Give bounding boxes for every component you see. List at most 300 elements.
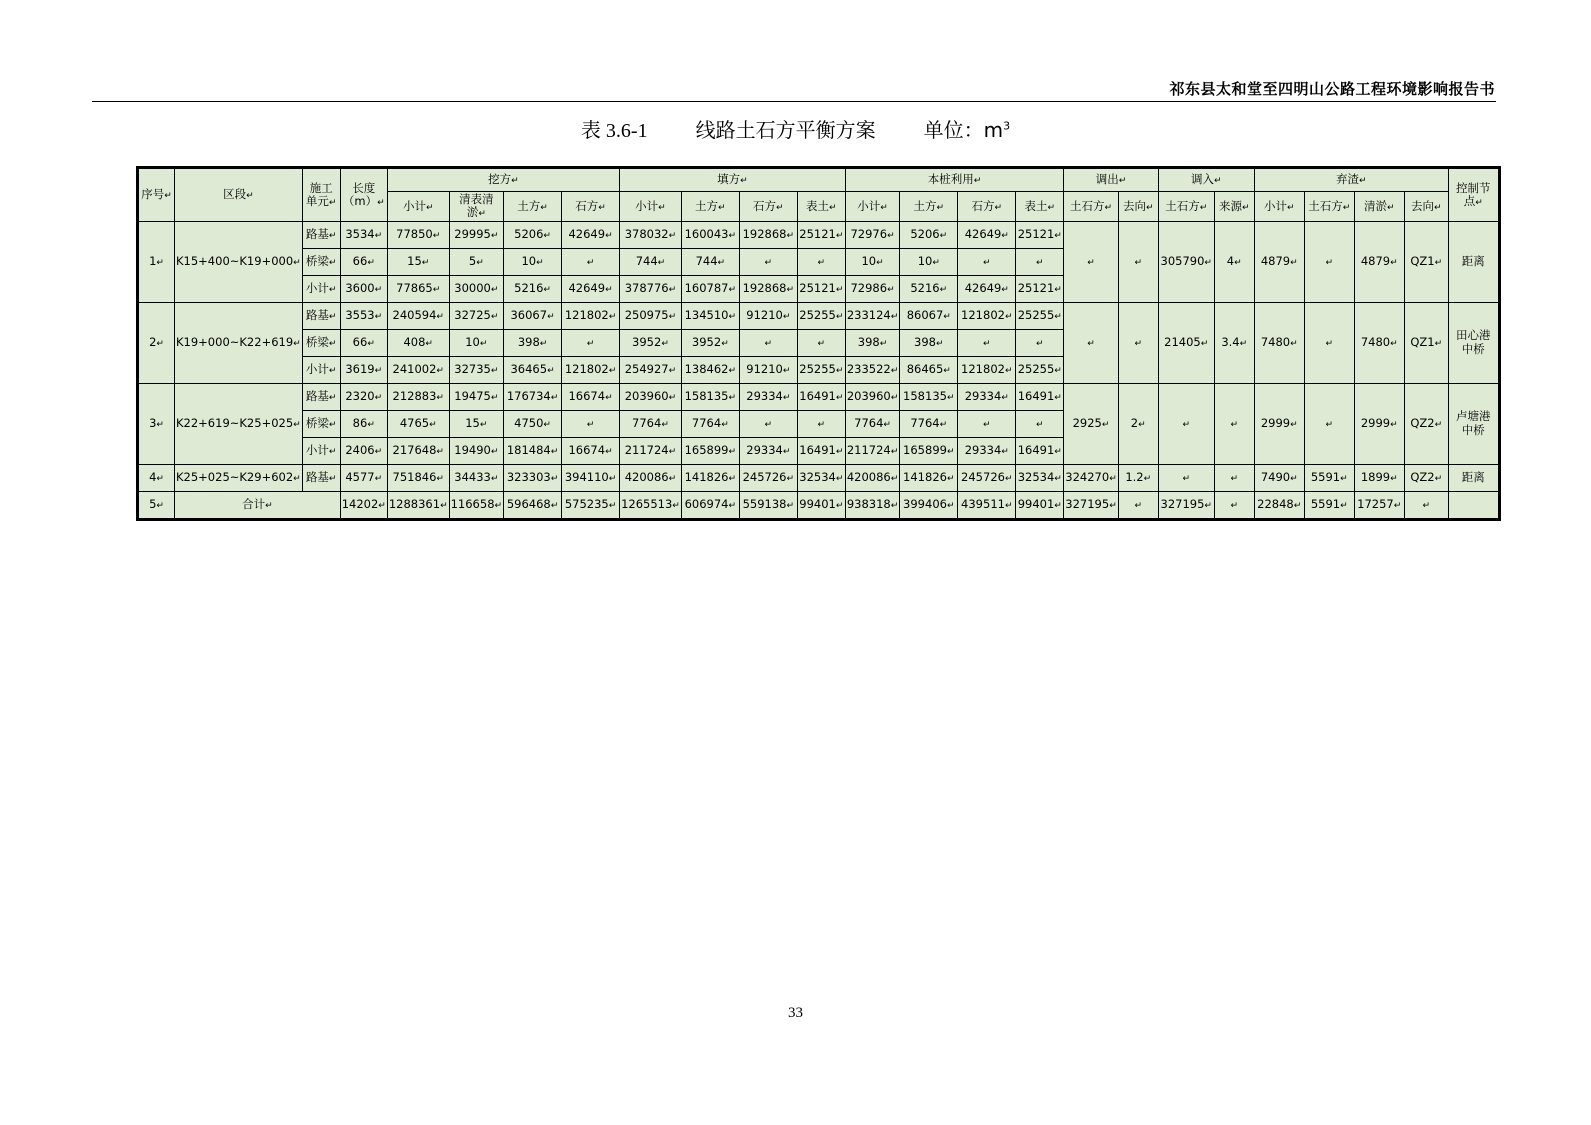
cell-cut-sub: 217648↵ xyxy=(387,437,449,464)
cell-end-marker: ↵ xyxy=(1293,500,1302,511)
cell-in-tsf: 305790↵ xyxy=(1158,221,1214,302)
table-unit: 单位：m xyxy=(923,118,1004,142)
cell-waste-tsf: 5591↵ xyxy=(1304,491,1354,518)
cell-fill-sub: 420086↵ xyxy=(620,464,682,491)
cell-end-marker: ↵ xyxy=(939,284,948,295)
cell-control: 距离 xyxy=(1448,464,1498,491)
cell-end-marker: ↵ xyxy=(246,191,254,202)
cell-end-marker: ↵ xyxy=(550,473,559,484)
cell-fill-sub: 378032↵ xyxy=(620,221,682,248)
cell-onsite-sub: 233522↵ xyxy=(845,356,899,383)
cell-end-marker: ↵ xyxy=(939,419,948,430)
th-waste-dir: 去向↵ xyxy=(1404,192,1448,222)
cell-end-marker: ↵ xyxy=(1234,257,1242,268)
table-row xyxy=(139,464,1499,491)
cell-fill-rock: 192868↵ xyxy=(739,275,797,302)
cell-end-marker: ↵ xyxy=(1390,338,1398,349)
cell-cut-soil: 5216↵ xyxy=(504,275,562,302)
cell-end-marker: ↵ xyxy=(1433,202,1442,213)
cell-cut-sub: 77850↵ xyxy=(387,221,449,248)
cell-onsite-topsoil: 25255↵ xyxy=(1016,302,1064,329)
cell-end-marker: ↵ xyxy=(946,446,955,457)
cell-unit: 桥梁↵ xyxy=(302,329,340,356)
cell-end-marker: ↵ xyxy=(1054,365,1062,376)
cell-end-marker: ↵ xyxy=(1390,419,1398,430)
cell-fill-topsoil: 32534↵ xyxy=(797,464,845,491)
cell-end-marker: ↵ xyxy=(436,473,444,484)
cell-cut-soil: 36465↵ xyxy=(504,356,562,383)
cell-end-marker: ↵ xyxy=(293,473,301,484)
cell-end-marker: ↵ xyxy=(608,365,617,376)
cell-end-marker: ↵ xyxy=(328,284,337,295)
cell-end-marker: ↵ xyxy=(1290,419,1298,430)
cell-onsite-rock xyxy=(958,410,1016,437)
cell-fill-soil: 160787↵ xyxy=(681,275,739,302)
cell-end-marker: ↵ xyxy=(973,176,982,187)
cell-end-marker: ↵ xyxy=(328,419,337,430)
cell-end-marker: ↵ xyxy=(1109,500,1117,511)
cell-onsite-sub: 72986↵ xyxy=(845,275,899,302)
cell-length: 86↵ xyxy=(340,410,387,437)
cell-out-tsf xyxy=(1064,302,1118,383)
cell-end-marker: ↵ xyxy=(835,311,844,322)
cell-in-tsf: 327195↵ xyxy=(1158,491,1214,518)
cell-end-marker: ↵ xyxy=(939,230,948,241)
cell-fill-topsoil xyxy=(797,410,845,437)
th-section: 区段↵ xyxy=(175,169,303,222)
cell-end-marker: ↵ xyxy=(890,500,899,511)
cell-length: 4577↵ xyxy=(340,464,387,491)
cell-end-marker: ↵ xyxy=(1475,197,1483,208)
cell-end-marker: ↵ xyxy=(156,257,164,268)
cell-end-marker: ↵ xyxy=(668,230,677,241)
cell-seq: 5↵ xyxy=(139,491,175,518)
cell-end-marker: ↵ xyxy=(1001,230,1009,241)
cell-waste-sub: 22848↵ xyxy=(1254,491,1304,518)
cell-end-marker: ↵ xyxy=(367,338,375,349)
cell-onsite-sub: 10↵ xyxy=(845,248,899,275)
cell-end-marker: ↵ xyxy=(1145,202,1154,213)
cell-in-tsf xyxy=(1158,383,1214,464)
cell-end-marker: ↵ xyxy=(728,392,737,403)
cell-end-marker: ↵ xyxy=(605,392,613,403)
cell-end-marker: ↵ xyxy=(890,392,899,403)
cell-length: 14202↵ xyxy=(340,491,387,518)
cell-section: K19+000~K22+619↵ xyxy=(175,302,303,383)
cell-waste-silt: 1899↵ xyxy=(1354,464,1404,491)
cell-end-marker: ↵ xyxy=(1138,419,1146,430)
cell-fill-soil: 160043↵ xyxy=(681,221,739,248)
cell-onsite-sub: 420086↵ xyxy=(845,464,899,491)
cell-end-marker: ↵ xyxy=(536,257,544,268)
cell-end-marker: ↵ xyxy=(1036,419,1044,430)
cell-waste-silt: 4879↵ xyxy=(1354,221,1404,302)
cell-end-marker: ↵ xyxy=(1054,473,1062,484)
cell-end-marker: ↵ xyxy=(608,473,617,484)
cell-end-marker: ↵ xyxy=(1390,473,1398,484)
cell-cut-soil: 181484↵ xyxy=(504,437,562,464)
table-row-total xyxy=(139,491,1499,518)
cell-end-marker: ↵ xyxy=(943,311,951,322)
cell-end-marker: ↵ xyxy=(1182,473,1190,484)
cell-end-marker: ↵ xyxy=(164,191,172,202)
cell-end-marker: ↵ xyxy=(1434,257,1443,268)
cell-end-marker: ↵ xyxy=(657,257,666,268)
cell-cut-rock: 121802↵ xyxy=(562,302,620,329)
cell-end-marker: ↵ xyxy=(1036,257,1044,268)
cell-end-marker: ↵ xyxy=(377,197,385,208)
cell-end-marker: ↵ xyxy=(1143,473,1152,484)
cell-end-marker: ↵ xyxy=(490,311,499,322)
cell-end-marker: ↵ xyxy=(661,338,669,349)
cell-cut-sub: 241002↵ xyxy=(387,356,449,383)
cell-fill-sub: 203960↵ xyxy=(620,383,682,410)
cell-onsite-rock: 439511↵ xyxy=(958,491,1016,518)
cell-end-marker: ↵ xyxy=(328,392,337,403)
cell-out-dir: 2↵ xyxy=(1118,383,1158,464)
th-out-dir: 去向↵ xyxy=(1118,192,1158,222)
cell-end-marker: ↵ xyxy=(1290,473,1298,484)
cell-unit: 路基↵ xyxy=(302,221,340,248)
cell-end-marker: ↵ xyxy=(817,257,826,268)
cell-cut-soil: 10↵ xyxy=(504,248,562,275)
cell-fill-sub: 744↵ xyxy=(620,248,682,275)
cell-cut-clear: 34433↵ xyxy=(449,464,503,491)
cell-onsite-topsoil: 99401↵ xyxy=(1016,491,1064,518)
cell-out-tsf: 324270↵ xyxy=(1064,464,1118,491)
cell-onsite-rock: 121802↵ xyxy=(958,302,1016,329)
cell-end-marker: ↵ xyxy=(1390,257,1398,268)
cell-onsite-rock: 121802↵ xyxy=(958,356,1016,383)
cell-onsite-topsoil: 16491↵ xyxy=(1016,437,1064,464)
cell-end-marker: ↵ xyxy=(876,257,884,268)
table-title xyxy=(0,114,1591,143)
cell-end-marker: ↵ xyxy=(728,500,737,511)
cell-in-src: 3.4↵ xyxy=(1214,302,1254,383)
cell-end-marker: ↵ xyxy=(943,365,951,376)
cell-unit: 桥梁↵ xyxy=(302,410,340,437)
cell-cut-sub: 751846↵ xyxy=(387,464,449,491)
cell-end-marker: ↵ xyxy=(1118,176,1127,187)
cell-control: 田心港 中桥 xyxy=(1448,302,1498,383)
cell-end-marker: ↵ xyxy=(668,365,677,376)
cell-out-dir xyxy=(1118,491,1158,518)
cell-end-marker: ↵ xyxy=(1200,338,1209,349)
cell-length: 3534↵ xyxy=(340,221,387,248)
cell-end-marker: ↵ xyxy=(786,284,795,295)
cell-end-marker: ↵ xyxy=(728,230,737,241)
cell-end-marker: ↵ xyxy=(586,419,595,430)
cell-end-marker: ↵ xyxy=(829,202,837,213)
cell-end-marker: ↵ xyxy=(835,500,844,511)
cell-end-marker: ↵ xyxy=(728,311,737,322)
cell-end-marker: ↵ xyxy=(1434,419,1443,430)
cell-fill-sub: 378776↵ xyxy=(620,275,682,302)
cell-cut-clear: 29995↵ xyxy=(449,221,503,248)
cell-end-marker: ↵ xyxy=(817,419,826,430)
th-cut-soil: 土方↵ xyxy=(504,192,562,222)
cell-end-marker: ↵ xyxy=(374,230,383,241)
cell-end-marker: ↵ xyxy=(1340,473,1348,484)
th-in: 调入↵ xyxy=(1158,169,1254,192)
cell-onsite-topsoil: 32534↵ xyxy=(1016,464,1064,491)
cell-end-marker: ↵ xyxy=(156,419,164,430)
cell-end-marker: ↵ xyxy=(1004,500,1013,511)
cell-cut-rock: 394110↵ xyxy=(562,464,620,491)
th-cut-sub: 小计↵ xyxy=(387,192,449,222)
cell-cut-rock: 42649↵ xyxy=(562,221,620,248)
cell-unit: 小计↵ xyxy=(302,275,340,302)
cell-end-marker: ↵ xyxy=(539,338,548,349)
cell-fill-sub: 250975↵ xyxy=(620,302,682,329)
cell-end-marker: ↵ xyxy=(605,230,613,241)
cell-cut-rock: 575235↵ xyxy=(562,491,620,518)
cell-end-marker: ↵ xyxy=(156,338,164,349)
cell-end-marker: ↵ xyxy=(717,257,726,268)
cell-length: 2406↵ xyxy=(340,437,387,464)
cell-cut-sub: 240594↵ xyxy=(387,302,449,329)
header-divider xyxy=(92,101,1496,102)
cell-end-marker: ↵ xyxy=(786,500,795,511)
cell-fill-topsoil: 99401↵ xyxy=(797,491,845,518)
cell-onsite-soil: 398↵ xyxy=(900,329,958,356)
cell-end-marker: ↵ xyxy=(374,284,383,295)
cell-end-marker: ↵ xyxy=(835,365,844,376)
cell-out-tsf xyxy=(1064,221,1118,302)
cell-end-marker: ↵ xyxy=(293,338,301,349)
th-fill-topsoil: 表土↵ xyxy=(797,192,845,222)
cell-fill-topsoil: 25121↵ xyxy=(797,275,845,302)
cell-end-marker: ↵ xyxy=(328,311,337,322)
cell-end-marker: ↵ xyxy=(436,446,444,457)
cell-fill-topsoil xyxy=(797,329,845,356)
cell-end-marker: ↵ xyxy=(668,311,677,322)
cell-end-marker: ↵ xyxy=(887,230,895,241)
cell-onsite-sub: 398↵ xyxy=(845,329,899,356)
cell-end-marker: ↵ xyxy=(374,473,383,484)
cell-end-marker: ↵ xyxy=(1230,419,1238,430)
cell-end-marker: ↵ xyxy=(328,365,337,376)
cell-end-marker: ↵ xyxy=(1054,392,1062,403)
cell-end-marker: ↵ xyxy=(328,446,337,457)
cell-end-marker: ↵ xyxy=(782,365,791,376)
cell-end-marker: ↵ xyxy=(550,500,559,511)
cell-end-marker: ↵ xyxy=(936,202,945,213)
cell-end-marker: ↵ xyxy=(490,473,499,484)
th-fill-sub: 小计↵ xyxy=(620,192,682,222)
cell-end-marker: ↵ xyxy=(935,338,944,349)
cell-fill-topsoil: 25121↵ xyxy=(797,221,845,248)
cell-end-marker: ↵ xyxy=(436,365,444,376)
cell-onsite-soil: 5216↵ xyxy=(900,275,958,302)
table-row xyxy=(139,383,1499,410)
cell-end-marker: ↵ xyxy=(1241,202,1250,213)
cell-end-marker: ↵ xyxy=(1134,500,1142,511)
cell-cut-clear: 32735↵ xyxy=(449,356,503,383)
cell-length: 3553↵ xyxy=(340,302,387,329)
cell-cut-clear: 19490↵ xyxy=(449,437,503,464)
cell-cut-rock: 16674↵ xyxy=(562,383,620,410)
cell-end-marker: ↵ xyxy=(374,446,383,457)
cell-end-marker: ↵ xyxy=(668,392,677,403)
cell-end-marker: ↵ xyxy=(543,230,551,241)
cell-end-marker: ↵ xyxy=(1290,257,1298,268)
cell-fill-rock: 245726↵ xyxy=(739,464,797,491)
cell-end-marker: ↵ xyxy=(782,392,791,403)
cell-onsite-sub: 211724↵ xyxy=(845,437,899,464)
th-waste-silt: 清淤↵ xyxy=(1354,192,1404,222)
cell-fill-soil: 134510↵ xyxy=(681,302,739,329)
cell-fill-rock: 192868↵ xyxy=(739,221,797,248)
cell-end-marker: ↵ xyxy=(1134,338,1142,349)
cell-end-marker: ↵ xyxy=(550,446,559,457)
cell-cut-soil: 36067↵ xyxy=(504,302,562,329)
cell-end-marker: ↵ xyxy=(436,392,444,403)
cell-end-marker: ↵ xyxy=(374,311,383,322)
table-row xyxy=(139,302,1499,329)
cell-onsite-rock: 42649↵ xyxy=(958,275,1016,302)
cell-cut-rock xyxy=(562,248,620,275)
cell-waste-sub: 4879↵ xyxy=(1254,221,1304,302)
th-fill-rock: 石方↵ xyxy=(739,192,797,222)
cell-end-marker: ↵ xyxy=(1325,419,1333,430)
cell-cut-soil: 4750↵ xyxy=(504,410,562,437)
cell-in-src: 4↵ xyxy=(1214,221,1254,302)
th-fill-soil: 土方↵ xyxy=(681,192,739,222)
cell-cut-rock: 42649↵ xyxy=(562,275,620,302)
cell-end-marker: ↵ xyxy=(880,202,888,213)
cell-end-marker: ↵ xyxy=(328,197,337,208)
cell-end-marker: ↵ xyxy=(598,202,606,213)
cell-in-src xyxy=(1214,491,1254,518)
cell-cut-clear: 116658↵ xyxy=(449,491,503,518)
cell-end-marker: ↵ xyxy=(543,419,551,430)
cell-waste-tsf: 5591↵ xyxy=(1304,464,1354,491)
cell-unit: 小计↵ xyxy=(302,356,340,383)
cell-end-marker: ↵ xyxy=(494,500,503,511)
cell-end-marker: ↵ xyxy=(1325,338,1333,349)
cell-end-marker: ↵ xyxy=(890,311,899,322)
cell-cut-soil: 5206↵ xyxy=(504,221,562,248)
cell-cut-sub: 15↵ xyxy=(387,248,449,275)
cell-end-marker: ↵ xyxy=(1036,338,1044,349)
cell-end-marker: ↵ xyxy=(983,419,991,430)
cell-end-marker: ↵ xyxy=(1230,500,1238,511)
th-fill: 填方↵ xyxy=(620,169,846,192)
cell-end-marker: ↵ xyxy=(156,473,164,484)
table-body xyxy=(139,221,1499,518)
cell-seq: 1↵ xyxy=(139,221,175,302)
cell-end-marker: ↵ xyxy=(1213,176,1222,187)
cell-waste-dir: QZ1↵ xyxy=(1404,302,1448,383)
cell-onsite-topsoil xyxy=(1016,248,1064,275)
cell-end-marker: ↵ xyxy=(782,311,791,322)
cell-end-marker: ↵ xyxy=(718,202,726,213)
cell-seq: 4↵ xyxy=(139,464,175,491)
cell-fill-topsoil: 25255↵ xyxy=(797,302,845,329)
cell-end-marker: ↵ xyxy=(586,257,595,268)
th-out: 调出↵ xyxy=(1064,169,1158,192)
cell-cut-soil: 398↵ xyxy=(504,329,562,356)
cell-end-marker: ↵ xyxy=(328,230,337,241)
cell-end-marker: ↵ xyxy=(835,446,844,457)
cell-end-marker: ↵ xyxy=(1054,311,1062,322)
cell-end-marker: ↵ xyxy=(511,176,519,187)
page-number: 33 xyxy=(788,1005,803,1021)
cell-end-marker: ↵ xyxy=(728,365,737,376)
cell-fill-soil: 141826↵ xyxy=(681,464,739,491)
cell-end-marker: ↵ xyxy=(490,446,499,457)
cell-waste-tsf xyxy=(1304,221,1354,302)
cell-end-marker: ↵ xyxy=(782,446,791,457)
cell-end-marker: ↵ xyxy=(1204,257,1212,268)
cell-cut-clear: 5↵ xyxy=(449,248,503,275)
cell-out-dir: 1.2↵ xyxy=(1118,464,1158,491)
cell-seq: 3↵ xyxy=(139,383,175,464)
cell-fill-sub: 211724↵ xyxy=(620,437,682,464)
cell-waste-dir: QZ2↵ xyxy=(1404,464,1448,491)
cell-end-marker: ↵ xyxy=(835,284,844,295)
cell-onsite-soil: 165899↵ xyxy=(900,437,958,464)
cell-onsite-soil: 10↵ xyxy=(900,248,958,275)
cell-control: 距离 xyxy=(1448,221,1498,302)
th-length: 长度 （m）↵ xyxy=(340,169,387,222)
page-header: 祁东县太和堂至四明山公路工程环境影响报告书 xyxy=(1169,80,1495,98)
cell-fill-rock: 559138↵ xyxy=(739,491,797,518)
table-caption: 线路土石方平衡方案 xyxy=(695,118,876,142)
cell-end-marker: ↵ xyxy=(328,257,337,268)
cell-end-marker: ↵ xyxy=(764,419,773,430)
cell-out-dir xyxy=(1118,221,1158,302)
cell-end-marker: ↵ xyxy=(668,446,677,457)
cell-end-marker: ↵ xyxy=(764,257,773,268)
cell-end-marker: ↵ xyxy=(728,473,737,484)
cell-fill-sub: 7764↵ xyxy=(620,410,682,437)
cell-cut-rock: 121802↵ xyxy=(562,356,620,383)
cell-end-marker: ↵ xyxy=(1434,473,1443,484)
cell-end-marker: ↵ xyxy=(490,392,499,403)
cell-end-marker: ↵ xyxy=(668,284,677,295)
cell-cut-clear: 15↵ xyxy=(449,410,503,437)
cell-onsite-rock: 29334↵ xyxy=(958,383,1016,410)
cell-section: K25+025~K29+602↵ xyxy=(175,464,303,491)
cell-fill-rock: 91210↵ xyxy=(739,302,797,329)
cell-end-marker: ↵ xyxy=(374,392,383,403)
cell-end-marker: ↵ xyxy=(1325,257,1333,268)
cell-end-marker: ↵ xyxy=(983,257,991,268)
cell-end-marker: ↵ xyxy=(1340,500,1348,511)
cell-control: 卢塘港 中桥 xyxy=(1448,383,1498,464)
cell-in-src xyxy=(1214,464,1254,491)
cell-end-marker: ↵ xyxy=(661,419,669,430)
cell-end-marker: ↵ xyxy=(605,284,613,295)
cell-fill-soil: 138462↵ xyxy=(681,356,739,383)
cell-fill-topsoil: 16491↵ xyxy=(797,383,845,410)
cell-end-marker: ↵ xyxy=(1134,257,1142,268)
cell-end-marker: ↵ xyxy=(946,473,955,484)
cell-fill-rock xyxy=(739,248,797,275)
cell-end-marker: ↵ xyxy=(1230,473,1238,484)
cell-onsite-soil: 399406↵ xyxy=(900,491,958,518)
table-number: 表 3.6-1 xyxy=(580,120,648,142)
cell-waste-sub: 7490↵ xyxy=(1254,464,1304,491)
cell-end-marker: ↵ xyxy=(786,473,795,484)
cell-fill-rock xyxy=(739,410,797,437)
cell-end-marker: ↵ xyxy=(658,202,666,213)
cell-end-marker: ↵ xyxy=(367,257,375,268)
cell-waste-sub: 2999↵ xyxy=(1254,383,1304,464)
cell-end-marker: ↵ xyxy=(421,257,430,268)
